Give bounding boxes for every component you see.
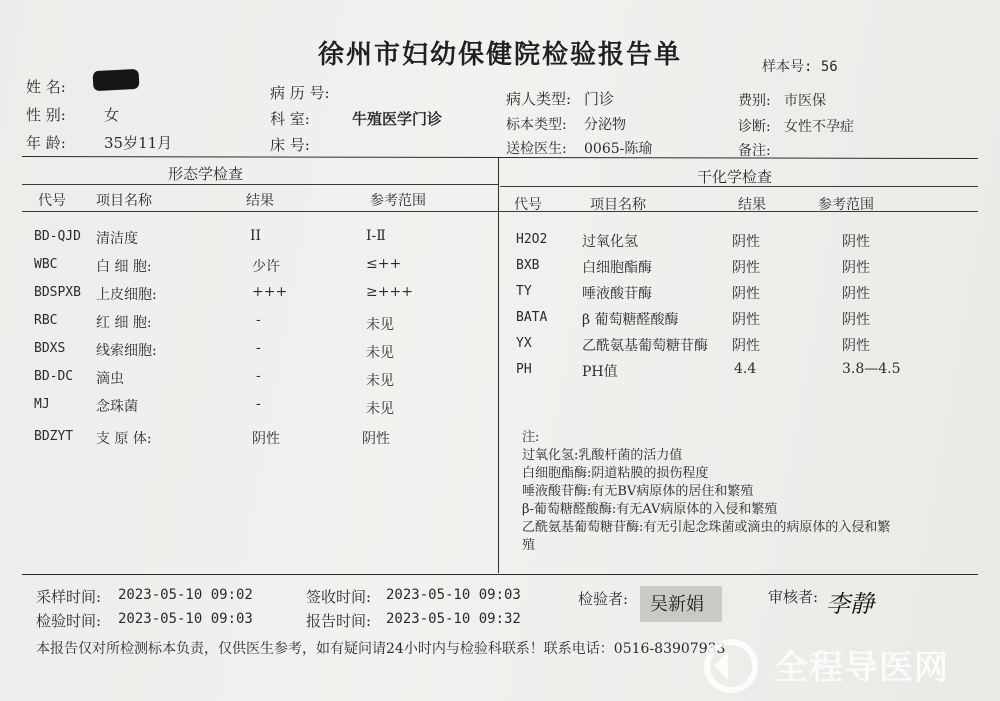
chem-code: YX (516, 336, 532, 351)
morph-reference: 阴性 (362, 431, 390, 447)
chem-header-name: 项目名称 (590, 197, 646, 213)
chem-reference: 阴性 (842, 338, 870, 354)
test-time: 2023-05-10 09:03 (118, 611, 253, 627)
fee-label: 费别: (738, 93, 771, 109)
chem-result: 阴性 (732, 286, 760, 302)
morph-header-ref: 参考范围 (370, 193, 426, 209)
morph-result: - (256, 396, 261, 412)
receive-time-label: 签收时间: (306, 588, 372, 606)
diagnosis-label: 诊断: (738, 119, 771, 135)
chem-header-result: 结果 (738, 197, 766, 213)
record-number-label: 病 历 号: (270, 84, 330, 102)
fee-value: 市医保 (784, 93, 826, 109)
morph-header-code: 代号 (38, 193, 66, 209)
chem-code: H2O2 (516, 232, 548, 247)
morph-reference: 未见 (366, 317, 394, 333)
morph-code: MJ (34, 397, 50, 412)
department-value: 牛殖医学门诊 (352, 110, 443, 128)
morph-header-name: 项目名称 (96, 193, 152, 209)
sample-type-value: 分泌物 (584, 117, 626, 133)
notes-title: 注: (522, 430, 540, 445)
sample-time-label: 采样时间: (36, 588, 102, 606)
reviewer-signature: 李静 (826, 590, 874, 618)
morph-code: WBC (34, 257, 58, 272)
table-bottom-rule (22, 574, 978, 575)
morph-reference: ≤++ (366, 256, 402, 272)
note-line: 过氧化氢:乳酸杆菌的活力值 (522, 448, 683, 463)
chem-header-code: 代号 (514, 197, 542, 213)
morph-result: 阴性 (252, 431, 280, 447)
morph-reference: Ⅰ-Ⅱ (366, 228, 386, 244)
morph-result: II (250, 228, 262, 244)
chem-reference: 3.8—4.5 (842, 361, 901, 377)
sample-time: 2023-05-10 09:02 (118, 587, 253, 603)
chem-result: 4.4 (734, 361, 757, 377)
morph-code: BDZYT (34, 429, 74, 444)
report-time: 2023-05-10 09:32 (386, 611, 521, 627)
age-value: 35岁11月 (104, 134, 173, 152)
chem-result: 阴性 (732, 234, 760, 250)
morph-item-name: 念珠菌 (96, 399, 138, 415)
report-title: 徐州市妇幼保健院检验报告单 (318, 40, 683, 70)
morph-title-rule (22, 184, 498, 185)
chem-reference: 阴性 (842, 260, 870, 276)
morph-header-result: 结果 (246, 193, 274, 209)
sample-number: 样本号: 56 (762, 59, 838, 75)
morph-item-name: 红 细 胞: (96, 315, 152, 331)
chem-code: TY (516, 284, 532, 299)
reviewer-label: 审核者: (768, 588, 819, 606)
chem-reference: 阴性 (842, 234, 870, 250)
chem-item-name: 白细胞酯酶 (582, 260, 652, 276)
chem-code: BXB (516, 258, 540, 273)
morph-code: BDXS (34, 341, 66, 356)
note-line: β-葡萄糖醛酸酶:有无AV病原体的入侵和繁殖 (522, 502, 778, 517)
patient-type-value: 门诊 (584, 90, 615, 108)
morph-result: 少许 (252, 259, 280, 275)
watermark-logo-icon (700, 636, 762, 694)
morph-reference: ≥+++ (366, 284, 413, 300)
redacted-name (93, 69, 140, 91)
gender-value: 女 (104, 106, 120, 124)
table-top-rule (22, 156, 978, 159)
morph-item-name: 滴虫 (96, 371, 124, 387)
chem-result: 阴性 (732, 338, 760, 354)
department-label: 科 室: (270, 110, 310, 128)
tester-label: 检验者: (578, 590, 629, 608)
disclaimer: 本报告仅对所检测标本负责，仅供医生参考，如有疑问请24小时内与检验科联系！联系电话：0516-83907933 (36, 641, 726, 657)
chem-reference: 阴性 (842, 286, 870, 302)
note-line: 殖 (522, 538, 536, 553)
tester-signature: 吴新娟 (650, 594, 704, 615)
chem-result: 阴性 (732, 312, 760, 328)
note-label: 备注: (738, 143, 771, 159)
chem-item-name: PH值 (582, 364, 618, 380)
morph-code: BDSPXB (34, 285, 81, 300)
test-time-label: 检验时间: (36, 612, 102, 630)
morph-result: - (256, 340, 261, 356)
name-label: 姓 名: (26, 78, 66, 96)
chem-result: 阴性 (732, 260, 760, 276)
morph-code: BD-QJD (34, 229, 81, 244)
chem-header-ref: 参考范围 (818, 197, 874, 213)
bed-label: 床 号: (270, 136, 310, 154)
doctor-label: 送检医生: (506, 141, 567, 157)
chem-section-title: 干化学检查 (697, 168, 773, 186)
patient-type-label: 病人类型: (506, 90, 572, 108)
chem-code: BATA (516, 310, 548, 325)
gender-label: 性 别: (26, 106, 66, 124)
chem-item-name: 过氧化氢 (582, 234, 638, 250)
table-divider (498, 158, 499, 573)
chem-reference: 阴性 (842, 312, 870, 328)
chem-item-name: 唾液酸苷酶 (582, 286, 652, 302)
report-time-label: 报告时间: (306, 612, 372, 630)
receive-time: 2023-05-10 09:03 (386, 587, 521, 603)
morph-item-name: 上皮细胞: (96, 287, 157, 303)
morph-reference: 未见 (366, 373, 394, 389)
morph-result: - (256, 312, 261, 328)
morph-code: RBC (34, 313, 58, 328)
chem-item-name: 乙酰氨基葡萄糖苷酶 (582, 338, 708, 354)
watermark-text: 全程导医网 (774, 648, 949, 688)
morph-item-name: 线索细胞: (96, 343, 157, 359)
note-line: 白细胞酯酶:阴道粘膜的损伤程度 (522, 466, 709, 481)
note-line: 乙酰氨基葡萄糖苷酶:有无引起念珠菌或滴虫的病原体的入侵和繁 (522, 520, 891, 535)
morph-code: BD-DC (34, 369, 74, 384)
note-line: 唾液酸苷酶:有无BV病原体的居住和繁殖 (522, 484, 754, 499)
morph-item-name: 白 细 胞: (96, 259, 152, 275)
morph-reference: 未见 (366, 401, 394, 417)
morph-item-name: 清洁度 (96, 231, 138, 247)
morph-result: - (256, 368, 261, 384)
morph-section-title: 形态学检查 (168, 165, 244, 183)
chem-code: PH (516, 362, 532, 377)
morph-item-name: 支 原 体: (96, 431, 152, 447)
diagnosis-value: 女性不孕症 (784, 119, 854, 135)
age-label: 年 龄: (26, 134, 66, 152)
chem-item-name: β 葡萄糖醛酸酶 (582, 312, 679, 328)
sample-type-label: 标本类型: (506, 117, 567, 133)
morph-reference: 未见 (366, 345, 394, 361)
morph-result: +++ (252, 284, 288, 300)
doctor-value: 0065-陈瑜 (584, 141, 653, 157)
